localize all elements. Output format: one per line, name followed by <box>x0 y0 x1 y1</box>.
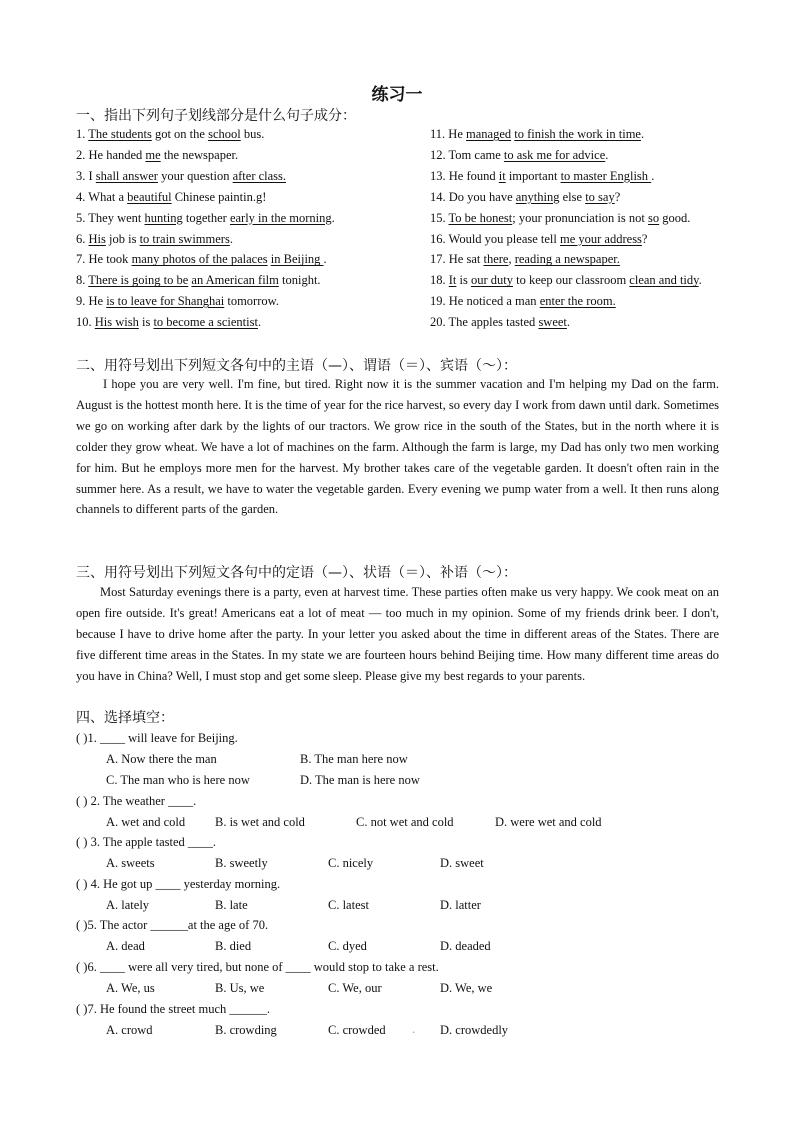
sentence-item <box>430 251 620 267</box>
sentence-text: . <box>605 147 609 162</box>
answer-option: A. sweets <box>106 856 155 870</box>
underlined-phrase: managed <box>466 127 512 141</box>
sentence-item <box>76 168 286 184</box>
answer-option: D. latter <box>440 898 481 912</box>
question-stem: ( )6. ____ were all very tired, but none of ____ would stop to take a rest. <box>76 960 439 974</box>
sentence-text: He took <box>88 252 132 267</box>
sentence-text: Do you have <box>448 189 516 204</box>
answer-option: D. We, we <box>440 981 493 995</box>
sentence-text: . <box>331 210 335 225</box>
underlined-phrase: To be honest <box>448 210 513 225</box>
underlined-phrase: His wish <box>94 315 139 330</box>
underlined-phrase: to become a scientist <box>153 315 258 330</box>
question-stem: ( ) 3. The apple tasted ____. <box>76 835 217 849</box>
answer-option: B. Us, we <box>215 981 265 995</box>
underlined-phrase: so <box>647 210 660 225</box>
sentence-number: 20. <box>430 315 449 330</box>
answer-option: C. not wet and cold <box>356 815 454 829</box>
answer-option: B. crowding <box>215 1023 277 1037</box>
answer-option: D. sweet <box>440 856 484 870</box>
sentence-item <box>430 293 616 309</box>
sentence-number: 10. <box>76 315 95 330</box>
answer-option: A. Now there the man <box>106 752 217 766</box>
sentence-text: tomorrow. <box>224 294 279 309</box>
sentence-text: The apples tasted <box>448 315 539 330</box>
sentence-number: 16. <box>430 231 449 246</box>
answer-option: C. We, our <box>328 981 382 995</box>
sentence-item <box>76 272 321 288</box>
answer-option: B. sweetly <box>215 856 268 870</box>
question-stem: ( ) 4. He got up ____ yesterday morning. <box>76 877 281 891</box>
underlined-phrase: there <box>483 252 509 267</box>
underlined-phrase: beautiful <box>127 189 172 204</box>
sentence-text: ; your pronunciation is not <box>512 210 648 225</box>
answer-option: D. were wet and cold <box>495 815 602 829</box>
sentence-text: ? <box>641 231 648 246</box>
answer-option: A. We, us <box>106 981 155 995</box>
sentence-number: 11. <box>430 127 449 141</box>
underlined-phrase: to say <box>585 189 615 204</box>
sentence-text: important <box>505 168 561 183</box>
underlined-phrase: many photos of the palaces <box>131 252 268 267</box>
answer-option: C. crowded <box>328 1023 386 1037</box>
underlined-phrase: early in the morning <box>229 210 332 225</box>
underlined-phrase: sweet <box>538 315 567 330</box>
sentence-number: 4. <box>76 189 89 204</box>
sentence-number: 8. <box>76 273 89 288</box>
answer-option: D. crowdedly <box>440 1023 509 1037</box>
underlined-phrase: It <box>448 273 457 288</box>
answer-option: C. dyed <box>328 939 367 953</box>
underlined-phrase: to train swimmers <box>139 231 230 246</box>
sentence-item <box>76 126 264 142</box>
sentence-text: . <box>257 315 262 330</box>
sentence-text: job is <box>105 231 140 246</box>
question-stem: ( )1. ____ will leave for Beijing. <box>76 731 238 745</box>
sentence-item <box>76 314 261 330</box>
sentence-item <box>76 147 238 163</box>
underlined-phrase: shall answer <box>95 168 158 183</box>
sentence-text: together <box>182 210 230 225</box>
section1-heading: 一、指出下列句子划线部分是什么句子成分： <box>76 108 356 124</box>
underlined-phrase: The students <box>88 127 152 141</box>
question-stem: ( ) 2. The weather ____. <box>76 794 197 808</box>
underlined-phrase: There is going to be <box>88 273 189 288</box>
sentence-number: 3. <box>76 168 89 183</box>
answer-option: B. The man here now <box>300 752 408 766</box>
sentence-text: bus. <box>240 127 265 141</box>
sentence-text: , <box>508 252 515 267</box>
underlined-phrase: to master English <box>560 168 652 183</box>
underlined-phrase: after class. <box>232 168 287 183</box>
answer-option: D. deaded <box>440 939 491 953</box>
underlined-phrase: me your address <box>560 231 642 246</box>
sentence-text: ? <box>614 189 621 204</box>
sentence-text: He noticed a man <box>448 294 540 309</box>
sentence-text: He <box>448 127 466 141</box>
underlined-phrase: hunting <box>144 210 183 225</box>
page-title: 练习一 <box>371 85 423 105</box>
answer-option: C. The man who is here now <box>106 773 250 787</box>
underlined-phrase: school <box>208 127 241 141</box>
sentence-number: 9. <box>76 294 89 309</box>
sentence-number: 5. <box>76 210 89 225</box>
sentence-text: . <box>323 252 327 267</box>
sentence-item <box>76 189 266 205</box>
answer-option: A. lately <box>106 898 150 912</box>
sentence-item <box>430 147 608 163</box>
sentence-text: . <box>566 315 571 330</box>
sentence-text: the newspaper. <box>160 147 239 162</box>
sentence-item <box>430 126 644 142</box>
sentence-item <box>430 210 690 226</box>
sentence-item <box>430 189 620 205</box>
sentence-text: is <box>138 315 154 330</box>
underlined-phrase: to finish the work in time <box>514 127 641 141</box>
answer-option: B. late <box>215 898 248 912</box>
underlined-phrase: is to leave for Shanghai <box>106 294 225 309</box>
sentence-text: They went <box>88 210 145 225</box>
sentence-text: good. <box>659 210 691 225</box>
sentence-text: Chinese paintin.g! <box>171 189 267 204</box>
sentence-number: 19. <box>430 294 449 309</box>
section2-paragraph: I hope you are very well. I'm fine, but tired. Right now it is the summer vacation and I'm helping my Dad on the farm. August is the hottest month here. It is the time of year for the rice harvest, so every day I work from dawn until dark. Sometimes we go on working after dark by the lights of our tractors. We grow rice in the south of the States, but in the north where it is colder they grow wheat. We have a lot of machines on the farm. Although the farm is large, my Dad has only two men working for him. But he employs more men for the harvest. My brother takes care of the vegetable garden. It doesn't often rain in the summer here. As a result, we have to water the vegetable garden. Every evening we pump water from a well. It then runs along channels to different parts of the garden. <box>76 377 719 517</box>
sentence-number: 17. <box>430 252 449 267</box>
section2-heading: 二、用符号划出下列短文各句中的主语（—）、谓语（＝）、宾语（～）： <box>76 358 517 374</box>
underlined-phrase: an American film <box>191 273 279 288</box>
question-stem: ( )7. He found the street much ______. <box>76 1002 271 1016</box>
section3-paragraph: Most Saturday evenings there is a party, even at harvest time. These parties often make us very happy. We cook meat on an open fire outside. It's great! Americans eat a lot of meat — too much in my opinion. Some of my friends drink beer. I don't, because I have to drive home after the party. In your letter you asked about the time in different areas of the States. There are five different time areas in the States. In my state we are fourteen hours behind Beijing time. How many different time areas do you have in China? Well, I must stop and get some sleep. Please give my best regards to your parents. <box>76 585 719 683</box>
sentence-text: Tom came <box>448 147 504 162</box>
sentence-text: I <box>88 168 96 183</box>
sentence-item <box>430 314 570 330</box>
sentence-text: He sat <box>448 252 484 267</box>
answer-option: A. crowd <box>106 1023 153 1037</box>
underlined-phrase: me <box>145 147 161 162</box>
sentence-text: . <box>640 127 645 141</box>
sentence-text: your question <box>157 168 233 183</box>
sentence-item <box>76 210 335 226</box>
question-stem: ( )5. The actor ______at the age of 70. <box>76 918 269 932</box>
answer-option: B. died <box>215 939 252 953</box>
sentence-item <box>430 168 654 184</box>
underlined-phrase: clean and tidy <box>629 273 699 288</box>
sentence-text: tonight. <box>278 273 321 288</box>
sentence-item <box>76 251 327 267</box>
sentence-number: 14. <box>430 189 449 204</box>
sentence-text: to keep our classroom <box>513 273 630 288</box>
answer-option: A. wet and cold <box>106 815 186 829</box>
sentence-number: 15. <box>430 210 449 225</box>
sentence-text: What a <box>88 189 128 204</box>
sentence-number: 12. <box>430 147 449 162</box>
sentence-item <box>76 293 279 309</box>
underlined-phrase: in Beijing <box>270 252 324 267</box>
answer-option: A. dead <box>106 939 145 953</box>
sentence-text: . <box>229 231 233 246</box>
sentence-number: 1. <box>76 127 89 141</box>
answer-option: D. The man is here now <box>300 773 420 787</box>
answer-option: C. latest <box>328 898 369 912</box>
sentence-text: is <box>456 273 471 288</box>
sentence-text: Would you please tell <box>448 231 560 246</box>
underlined-phrase: reading a newspaper. <box>514 252 620 267</box>
sentence-text: He found <box>448 168 499 183</box>
section4-heading: 四、选择填空： <box>76 710 174 726</box>
sentence-item <box>76 231 233 247</box>
sentence-item <box>430 272 702 288</box>
underlined-phrase: it <box>498 168 506 183</box>
sentence-text: He handed <box>88 147 146 162</box>
underlined-phrase: our duty <box>470 273 513 288</box>
sentence-text: got on the <box>151 127 209 141</box>
sentence-text: else <box>559 189 586 204</box>
sentence-text: He <box>88 294 107 309</box>
underlined-phrase: anything <box>515 189 560 204</box>
sentence-item <box>430 231 647 247</box>
answer-option: C. nicely <box>328 856 374 870</box>
sentence-number: 18. <box>430 273 449 288</box>
sentence-number: 2. <box>76 147 89 162</box>
answer-option: B. is wet and cold <box>215 815 305 829</box>
sentence-number: 7. <box>76 252 89 267</box>
sentence-text: . <box>698 273 702 288</box>
sentence-number: 13. <box>430 168 449 183</box>
underlined-phrase: His <box>88 231 106 246</box>
underlined-phrase: to ask me for advice <box>503 147 606 162</box>
section3-heading: 三、用符号划出下列短文各句中的定语（—）、状语（＝）、补语（～）： <box>76 565 517 581</box>
sentence-number: 6. <box>76 231 89 246</box>
underlined-phrase: enter the room. <box>539 294 616 309</box>
sentence-text: . <box>651 168 655 183</box>
stray-mark: . <box>412 1022 416 1036</box>
